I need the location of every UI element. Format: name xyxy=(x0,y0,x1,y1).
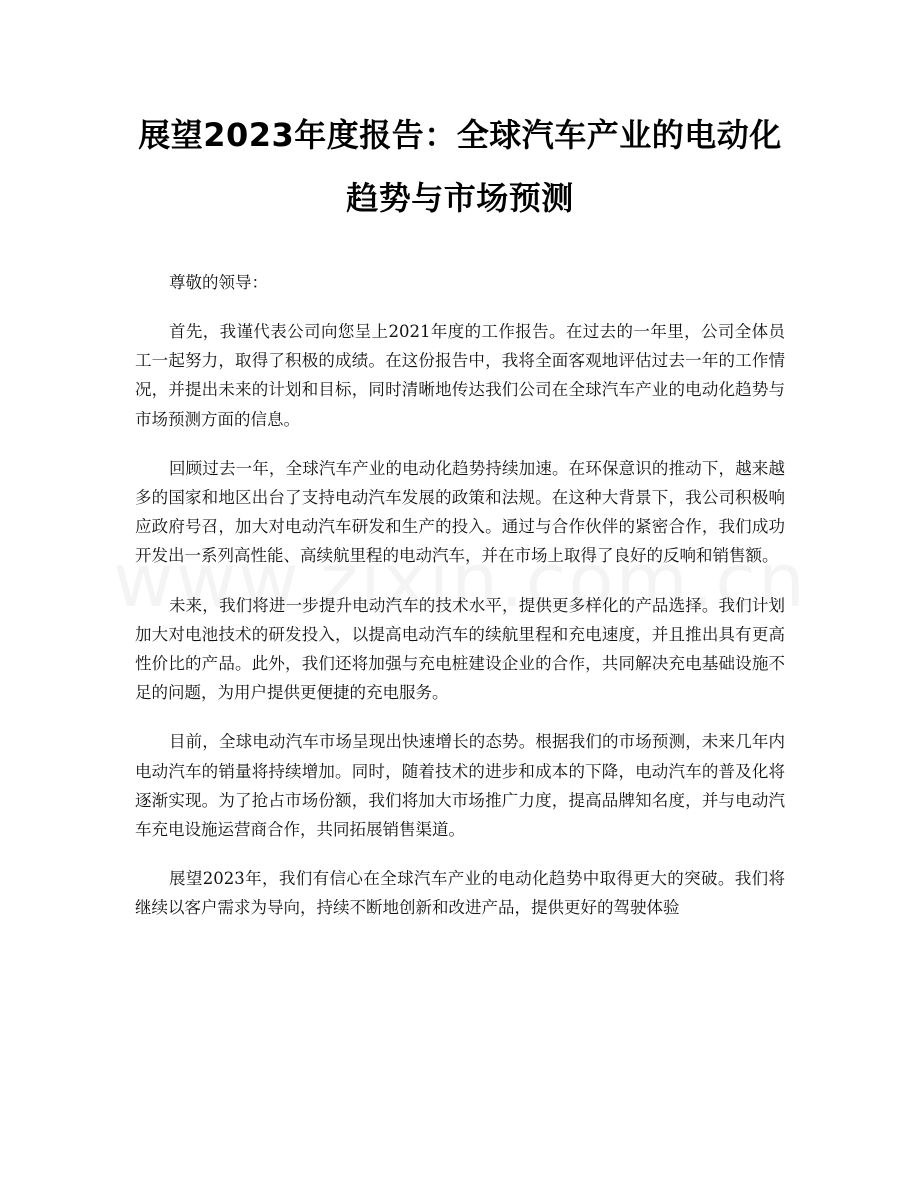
paragraph-5: 展望2023年，我们有信心在全球汽车产业的电动化趋势中取得更大的突破。我们将继续以客户需求为导向，持续不断地创新和改进产品，提供更好的驾驶体验 xyxy=(135,869,785,918)
paragraph-3: 未来，我们将进一步提升电动汽车的技术水平，提供更多样化的产品选择。我们计划加大对电池技术的研发投入，以提高电动汽车的续航里程和充电速度，并且推出具有更高性价比的产品。此外，我们还将加强与充电桩建设企业的合作，共同解决充电基础设施不足的问题，为用户提供更便捷的充电服务。 xyxy=(135,595,785,703)
greeting: 尊敬的领导： xyxy=(169,273,268,292)
title-line-2: 趋势与市场预测 xyxy=(346,179,574,217)
page-title xyxy=(135,0,785,230)
paragraph-4: 目前，全球电动汽车市场呈现出快速增长的态势。根据我们的市场预测，未来几年内电动汽车的销量将持续增加。同时，随着技术的进步和成本的下降，电动汽车的普及化将逐渐实现。为了抢占市场份额，我们将加大市场推广力度，提高品牌知名度，并与电动汽车充电设施运营商合作，共同拓展销售渠道。 xyxy=(135,732,785,840)
paragraph-1: 首先，我谨代表公司向您呈上2021年度的工作报告。在过去的一年里，公司全体员工一起努力，取得了积极的成绩。在这份报告中，我将全面客观地评估过去一年的工作情况，并提出未来的计划和目标，同时清晰地传达我们公司在全球汽车产业的电动化趋势与市场预测方面的信息。 xyxy=(135,322,785,429)
paragraph-2: 回顾过去一年，全球汽车产业的电动化趋势持续加速。在环保意识的推动下，越来越多的国家和地区出台了支持电动汽车发展的政策和法规。在这种大背景下，我公司积极响应政府号召，加大对电动汽车研发和生产的投入。通过与合作伙伴的紧密合作，我们成功开发出一系列高性能、高续航里程的电动汽车，并在市场上取得了良好的反响和销售额。 xyxy=(135,458,785,566)
title-line-1: 展望2023年度报告：全球汽车产业的电动化 xyxy=(138,116,782,154)
